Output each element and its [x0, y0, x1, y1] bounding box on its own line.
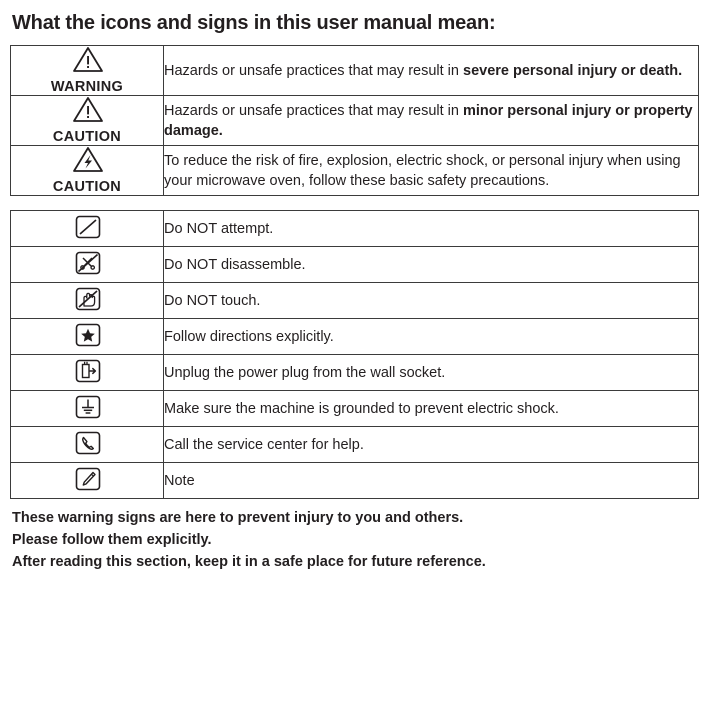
do-not-attempt-icon-cell [11, 211, 164, 247]
warning-description-bold: severe personal injury or death. [463, 62, 683, 79]
caution-shock-icon-cell [11, 146, 164, 196]
table-row [11, 211, 699, 247]
follow-directions-icon-cell [11, 319, 164, 355]
ground-description: Make sure the machine is grounded to prevent electric shock. [164, 391, 699, 427]
table-row [11, 247, 699, 283]
unplug-description: Unplug the power plug from the wall socket. [164, 355, 699, 391]
do-not-touch-description: Do NOT touch. [164, 283, 699, 319]
caution-shock-label: CAUTION [52, 179, 122, 195]
do-not-disassemble-icon [72, 247, 102, 277]
symbols-table [10, 210, 699, 499]
warning-triangle-exclamation-icon [72, 46, 102, 72]
do-not-disassemble-icon-cell [11, 247, 164, 283]
table-row [11, 463, 699, 499]
table-row [11, 96, 699, 146]
do-not-touch-icon [72, 283, 102, 313]
warning-icon-cell [11, 46, 164, 96]
caution-triangle-electric-shock-icon [72, 146, 102, 172]
caution-shock-description-cell: To reduce the risk of fire, explosion, electric shock, or personal injury when using your microwave oven, follow these basic safety precautions. [164, 146, 699, 196]
table-row [11, 319, 699, 355]
ground-icon-cell [11, 391, 164, 427]
do-not-attempt-description: Do NOT attempt. [164, 211, 699, 247]
do-not-attempt-icon [72, 211, 102, 241]
follow-directions-star-icon [72, 319, 102, 349]
footer-line-2: Please follow them explicitly. [12, 531, 212, 548]
do-not-touch-icon-cell [11, 283, 164, 319]
caution-triangle-exclamation-icon [72, 96, 102, 122]
note-icon-cell [11, 463, 164, 499]
unplug-icon-cell [11, 355, 164, 391]
warning-description-normal: Hazards or unsafe practices that may result in [164, 62, 463, 79]
table-row [11, 283, 699, 319]
call-service-center-icon [72, 427, 102, 457]
table-separator [10, 196, 696, 210]
caution-icon-cell [11, 96, 164, 146]
table-row [11, 391, 699, 427]
footer-line-3: After reading this section, keep it in a safe place for future reference. [12, 553, 486, 570]
footer-notes [12, 508, 696, 573]
call-service-icon-cell [11, 427, 164, 463]
warning-description-cell [164, 46, 699, 96]
table-row [11, 355, 699, 391]
caution-label: CAUTION [52, 129, 122, 145]
warning-levels-table [10, 45, 699, 196]
caution-description-normal: Hazards or unsafe practices that may result in [164, 102, 463, 119]
table-row [11, 427, 699, 463]
call-service-description: Call the service center for help. [164, 427, 699, 463]
do-not-disassemble-description: Do NOT disassemble. [164, 247, 699, 283]
page-title: What the icons and signs in this user manual mean: [12, 12, 496, 34]
ground-machine-icon [72, 391, 102, 421]
table-row [11, 146, 699, 196]
footer-line-1: These warning signs are here to prevent injury to you and others. [12, 510, 464, 526]
note-description: Note [164, 463, 699, 499]
caution-description-cell [164, 96, 699, 146]
note-pencil-icon [72, 463, 102, 493]
caution-description-bold: minor personal injury or property damage. [164, 102, 693, 139]
table-row [11, 46, 699, 96]
warning-label: WARNING [50, 79, 124, 95]
follow-directions-description: Follow directions explicitly. [164, 319, 699, 355]
unplug-power-plug-icon [72, 355, 102, 385]
